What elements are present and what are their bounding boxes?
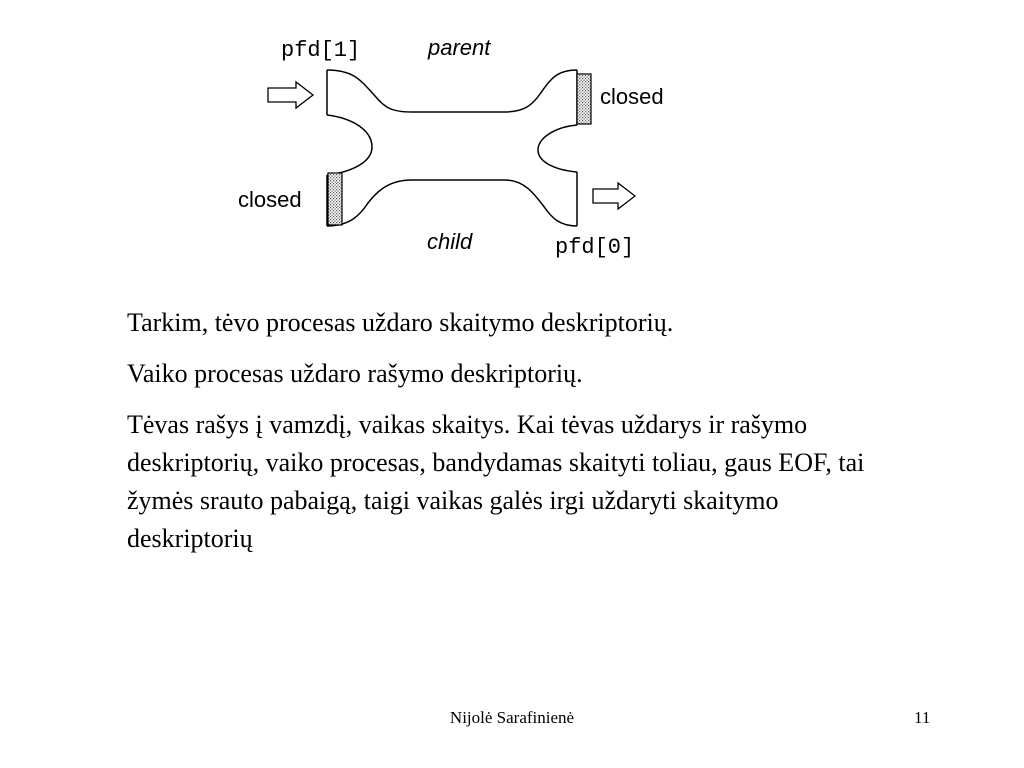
write-end-label: pfd[1] [281, 38, 361, 63]
paragraph-3: Tėvas rašys į vamzdį, vaikas skaitys. Kai tėvas uždarys ir rašymo deskriptorių, vaiko procesas, bandydamas skaityti toliau, gaus EOF, tai žymės srauto pabaigą, taigi vaikas galės irgi uždaryti skaitymo deskriptorių [127, 410, 865, 553]
child-closed-label: closed [238, 187, 302, 212]
read-arrow-icon [593, 183, 635, 209]
parent-closed-label: closed [600, 84, 664, 109]
pipe-diagram [0, 0, 1024, 300]
pipe-outline [327, 70, 577, 226]
write-arrow-icon [268, 82, 313, 108]
parent-closed-block [577, 74, 591, 124]
read-end-label: pfd[0] [555, 235, 635, 260]
parent-label: parent [428, 35, 491, 60]
paragraph-2: Vaiko procesas uždaro rašymo deskriptorių. [127, 359, 583, 388]
child-label: child [427, 229, 473, 254]
slide-text [127, 304, 867, 571]
paragraph-1: Tarkim, tėvo procesas uždaro skaitymo deskriptorių. [127, 308, 674, 337]
page-number: 11 [914, 708, 931, 727]
child-closed-block [328, 173, 342, 225]
footer-author: Nijolė Sarafinienė [449, 708, 575, 727]
